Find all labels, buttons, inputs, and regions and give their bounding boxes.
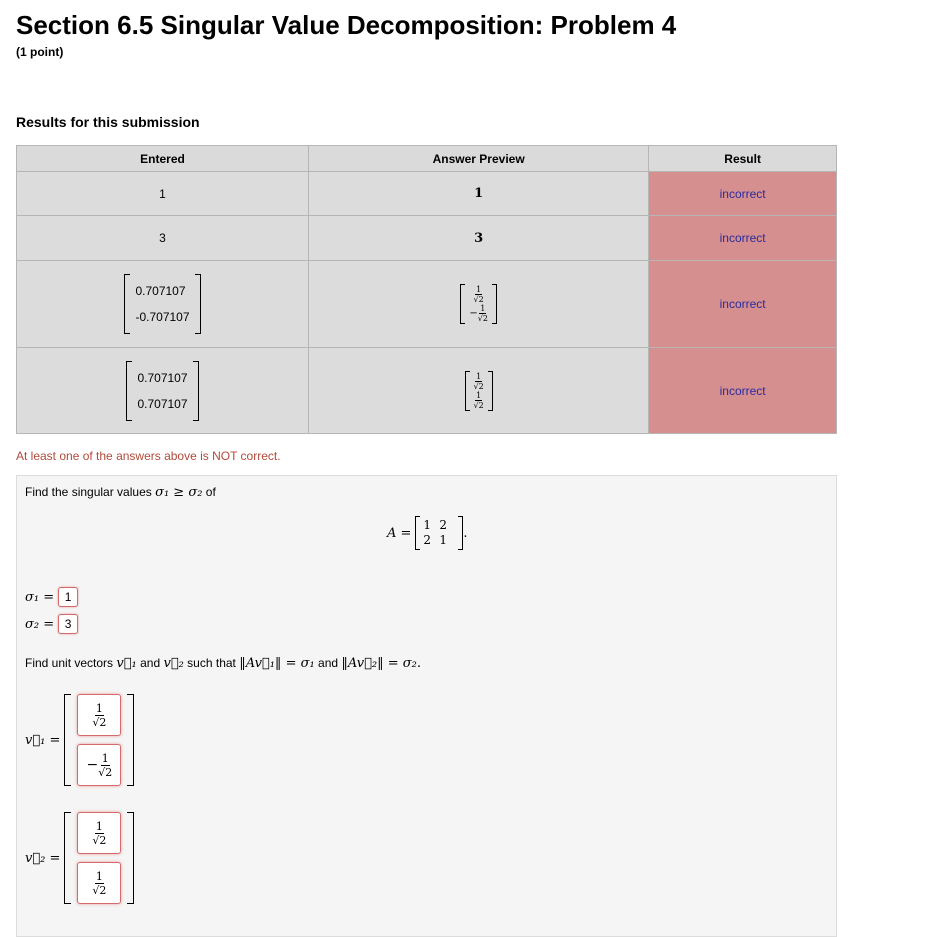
header-answer-preview: Answer Preview xyxy=(309,146,649,172)
table-row xyxy=(17,172,837,216)
v2-entry-1-input[interactable]: $\frac{1}{√2}$ xyxy=(77,812,121,854)
problem-panel xyxy=(16,475,837,937)
v1-entry-2-input[interactable]: − $\frac{1}{√2}$ xyxy=(77,744,121,786)
preview-entry: $\frac{1}{√2}$ xyxy=(473,371,484,391)
matrix-entry: 0.707107 xyxy=(135,284,186,298)
matrix-entry: -0.707107 xyxy=(135,310,190,324)
v2-row xyxy=(25,812,134,904)
table-row xyxy=(17,261,837,348)
matrix-a: A = 1 2 2 1 . xyxy=(387,516,468,550)
sigma2-input[interactable]: 3 xyxy=(58,614,78,634)
table-row xyxy=(17,348,837,434)
entered-cell: 1 xyxy=(17,172,309,216)
entered-matrix xyxy=(126,361,198,421)
entered-matrix xyxy=(124,274,200,334)
preview-matrix xyxy=(465,371,493,411)
preview-cell: 3 xyxy=(309,216,649,261)
preview-cell: 1 xyxy=(309,172,649,216)
results-table xyxy=(16,145,837,434)
result-cell: incorrect xyxy=(649,172,837,216)
page-title: Section 6.5 Singular Value Decomposition: Problem 4 xyxy=(16,10,677,40)
entered-cell xyxy=(17,261,309,348)
header-entered: Entered xyxy=(17,146,309,172)
results-heading: Results for this submission xyxy=(16,114,200,130)
preview-entry: $\frac{1}{√2}$ xyxy=(473,390,484,410)
result-cell: incorrect xyxy=(649,216,837,261)
v1-row xyxy=(25,694,134,786)
table-row xyxy=(17,216,837,261)
sigma1-row: σ₁ = 1 xyxy=(25,587,78,607)
problem-intro: Find the singular values σ₁ ≥ σ₂ of xyxy=(25,485,216,500)
v1-entry-1-input[interactable]: $\frac{1}{√2}$ xyxy=(77,694,121,736)
matrix-entry: 0.707107 xyxy=(137,370,188,385)
header-result: Result xyxy=(649,146,837,172)
matrix-label: A = xyxy=(387,525,412,541)
preview-entry: − $\frac{1}{√2}$ xyxy=(469,304,488,323)
result-cell: incorrect xyxy=(649,261,837,348)
result-cell: incorrect xyxy=(649,348,837,434)
v2-label: v⃗₂ = xyxy=(25,850,61,866)
vector-prompt: Find unit vectors v⃗₁ and v⃗₂ such that ‖Av⃗₁‖ = σ₁ and ‖Av⃗₂‖ = σ₂. xyxy=(25,656,421,671)
preview-cell xyxy=(309,261,649,348)
entered-cell: 3 xyxy=(17,216,309,261)
v1-label: v⃗₁ = xyxy=(25,732,61,748)
warning-message: At least one of the answers above is NOT correct. xyxy=(16,449,281,463)
preview-matrix xyxy=(460,284,497,324)
matrix-entry: 0.707107 xyxy=(137,396,188,411)
preview-cell xyxy=(309,348,649,434)
points-label: (1 point) xyxy=(16,45,64,59)
preview-entry: $\frac{1}{√2}$ xyxy=(473,285,484,304)
v2-entry-2-input[interactable]: $\frac{1}{√2}$ xyxy=(77,862,121,904)
sigma1-input[interactable]: 1 xyxy=(58,587,78,607)
entered-cell xyxy=(17,348,309,434)
sigma2-row: σ₂ = 3 xyxy=(25,614,78,634)
